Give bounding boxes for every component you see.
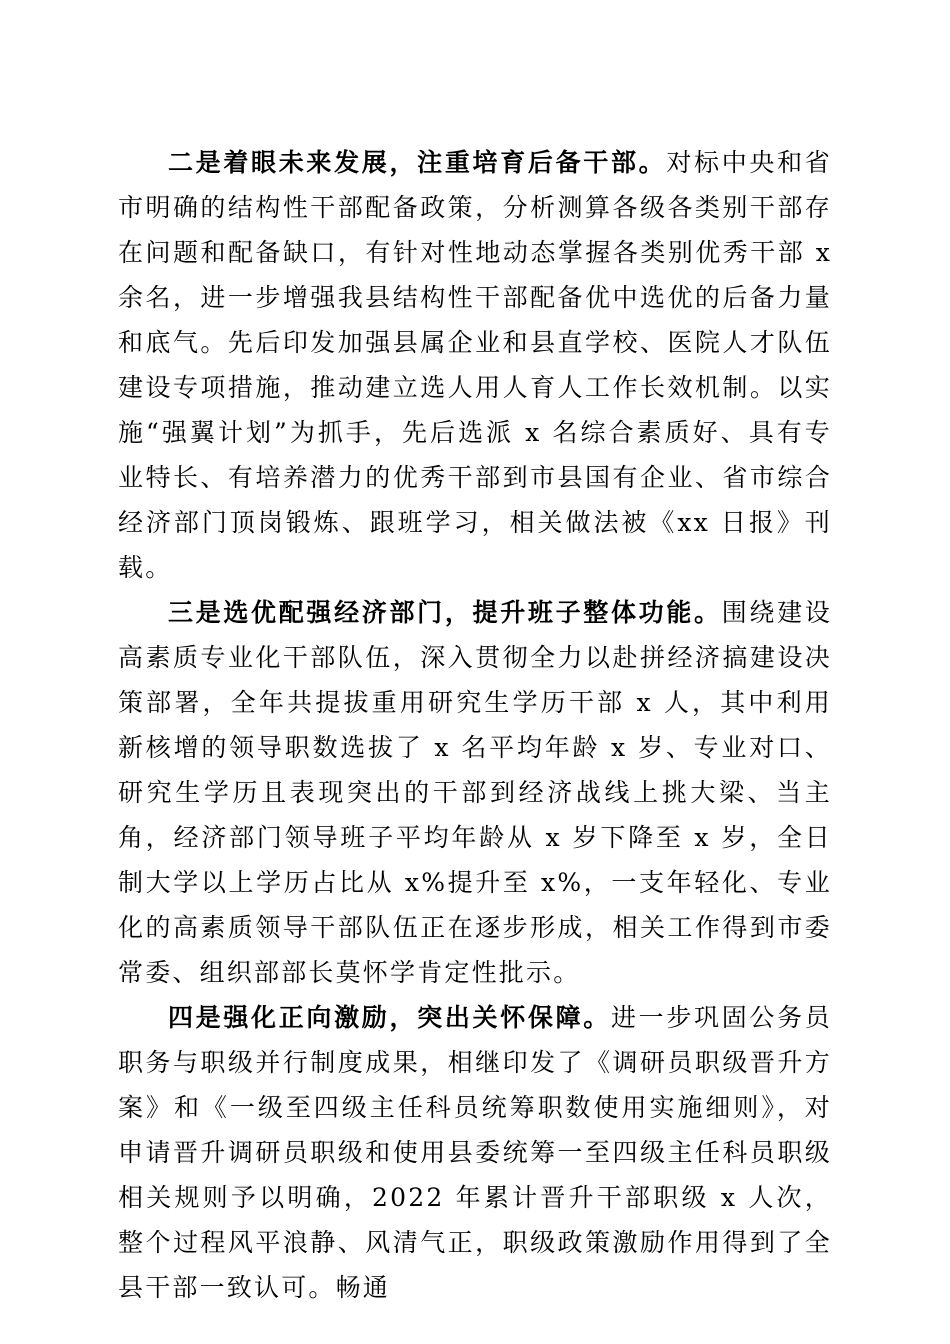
paragraph-text: 进一步巩固公务员职务与职级并行制度成果，相继印发了《调研员职级晋升方案》和《一级至四级主任科员统筹职数使用实施细则》，对申请晋升调研员职级和使用县委统筹一至四级主任科员职级相关规则予以明确，2022 年累计晋升干部职级 x 人次，整个过程风平浪静、风清气正，职级政策激励作用得到了全县干部一致认可。畅通 — [118, 1003, 832, 1302]
paragraph-reserve-cadres — [118, 140, 832, 590]
paragraph-economic-departments — [118, 590, 832, 995]
paragraph-heading: 三是选优配强经济部门，提升班子整体功能。 — [168, 598, 722, 627]
paragraph-heading: 四是强化正向激励，突出关怀保障。 — [168, 1003, 611, 1032]
paragraph-text: 围绕建设高素质专业化干部队伍，深入贯彻全力以赴拼经济搞建设决策部署，全年共提拔重用研究生学历干部 x 人，其中利用新核增的领导职数选拔了 x 名平均年龄 x 岁、专业对口、研究生学历且表现突出的干部到经济战线上挑大梁、当主角，经济部门领导班子平均年龄从 x 岁下降至 x 岁，全日制大学以上学历占比从 x%提升至 x%，一支年轻化、专业化的高素质领导干部队伍正在逐步形成，相关工作得到市委常委、组织部部长莫怀学肯定性批示。 — [118, 598, 832, 987]
paragraph-text: 对标中央和省市明确的结构性干部配备政策，分析测算各级各类别干部存在问题和配备缺口，有针对性地动态掌握各类别优秀干部 x 余名，进一步增强我县结构性干部配备优中选优的后备力量和底气。先后印发加强县属企业和县直学校、医院人才队伍建设专项措施，推动建立选人用人育人工作长效机制。以实施“强翼计划”为抓手，先后选派 x 名综合素质好、具有专业特长、有培养潜力的优秀干部到市县国有企业、省市综合经济部门顶岗锻炼、跟班学习，相关做法被《xx 日报》刊载。 — [118, 148, 832, 582]
paragraph-heading: 二是着眼未来发展，注重培育后备干部。 — [168, 148, 667, 177]
paragraph-positive-incentives — [118, 995, 832, 1310]
document-body — [118, 140, 832, 1310]
